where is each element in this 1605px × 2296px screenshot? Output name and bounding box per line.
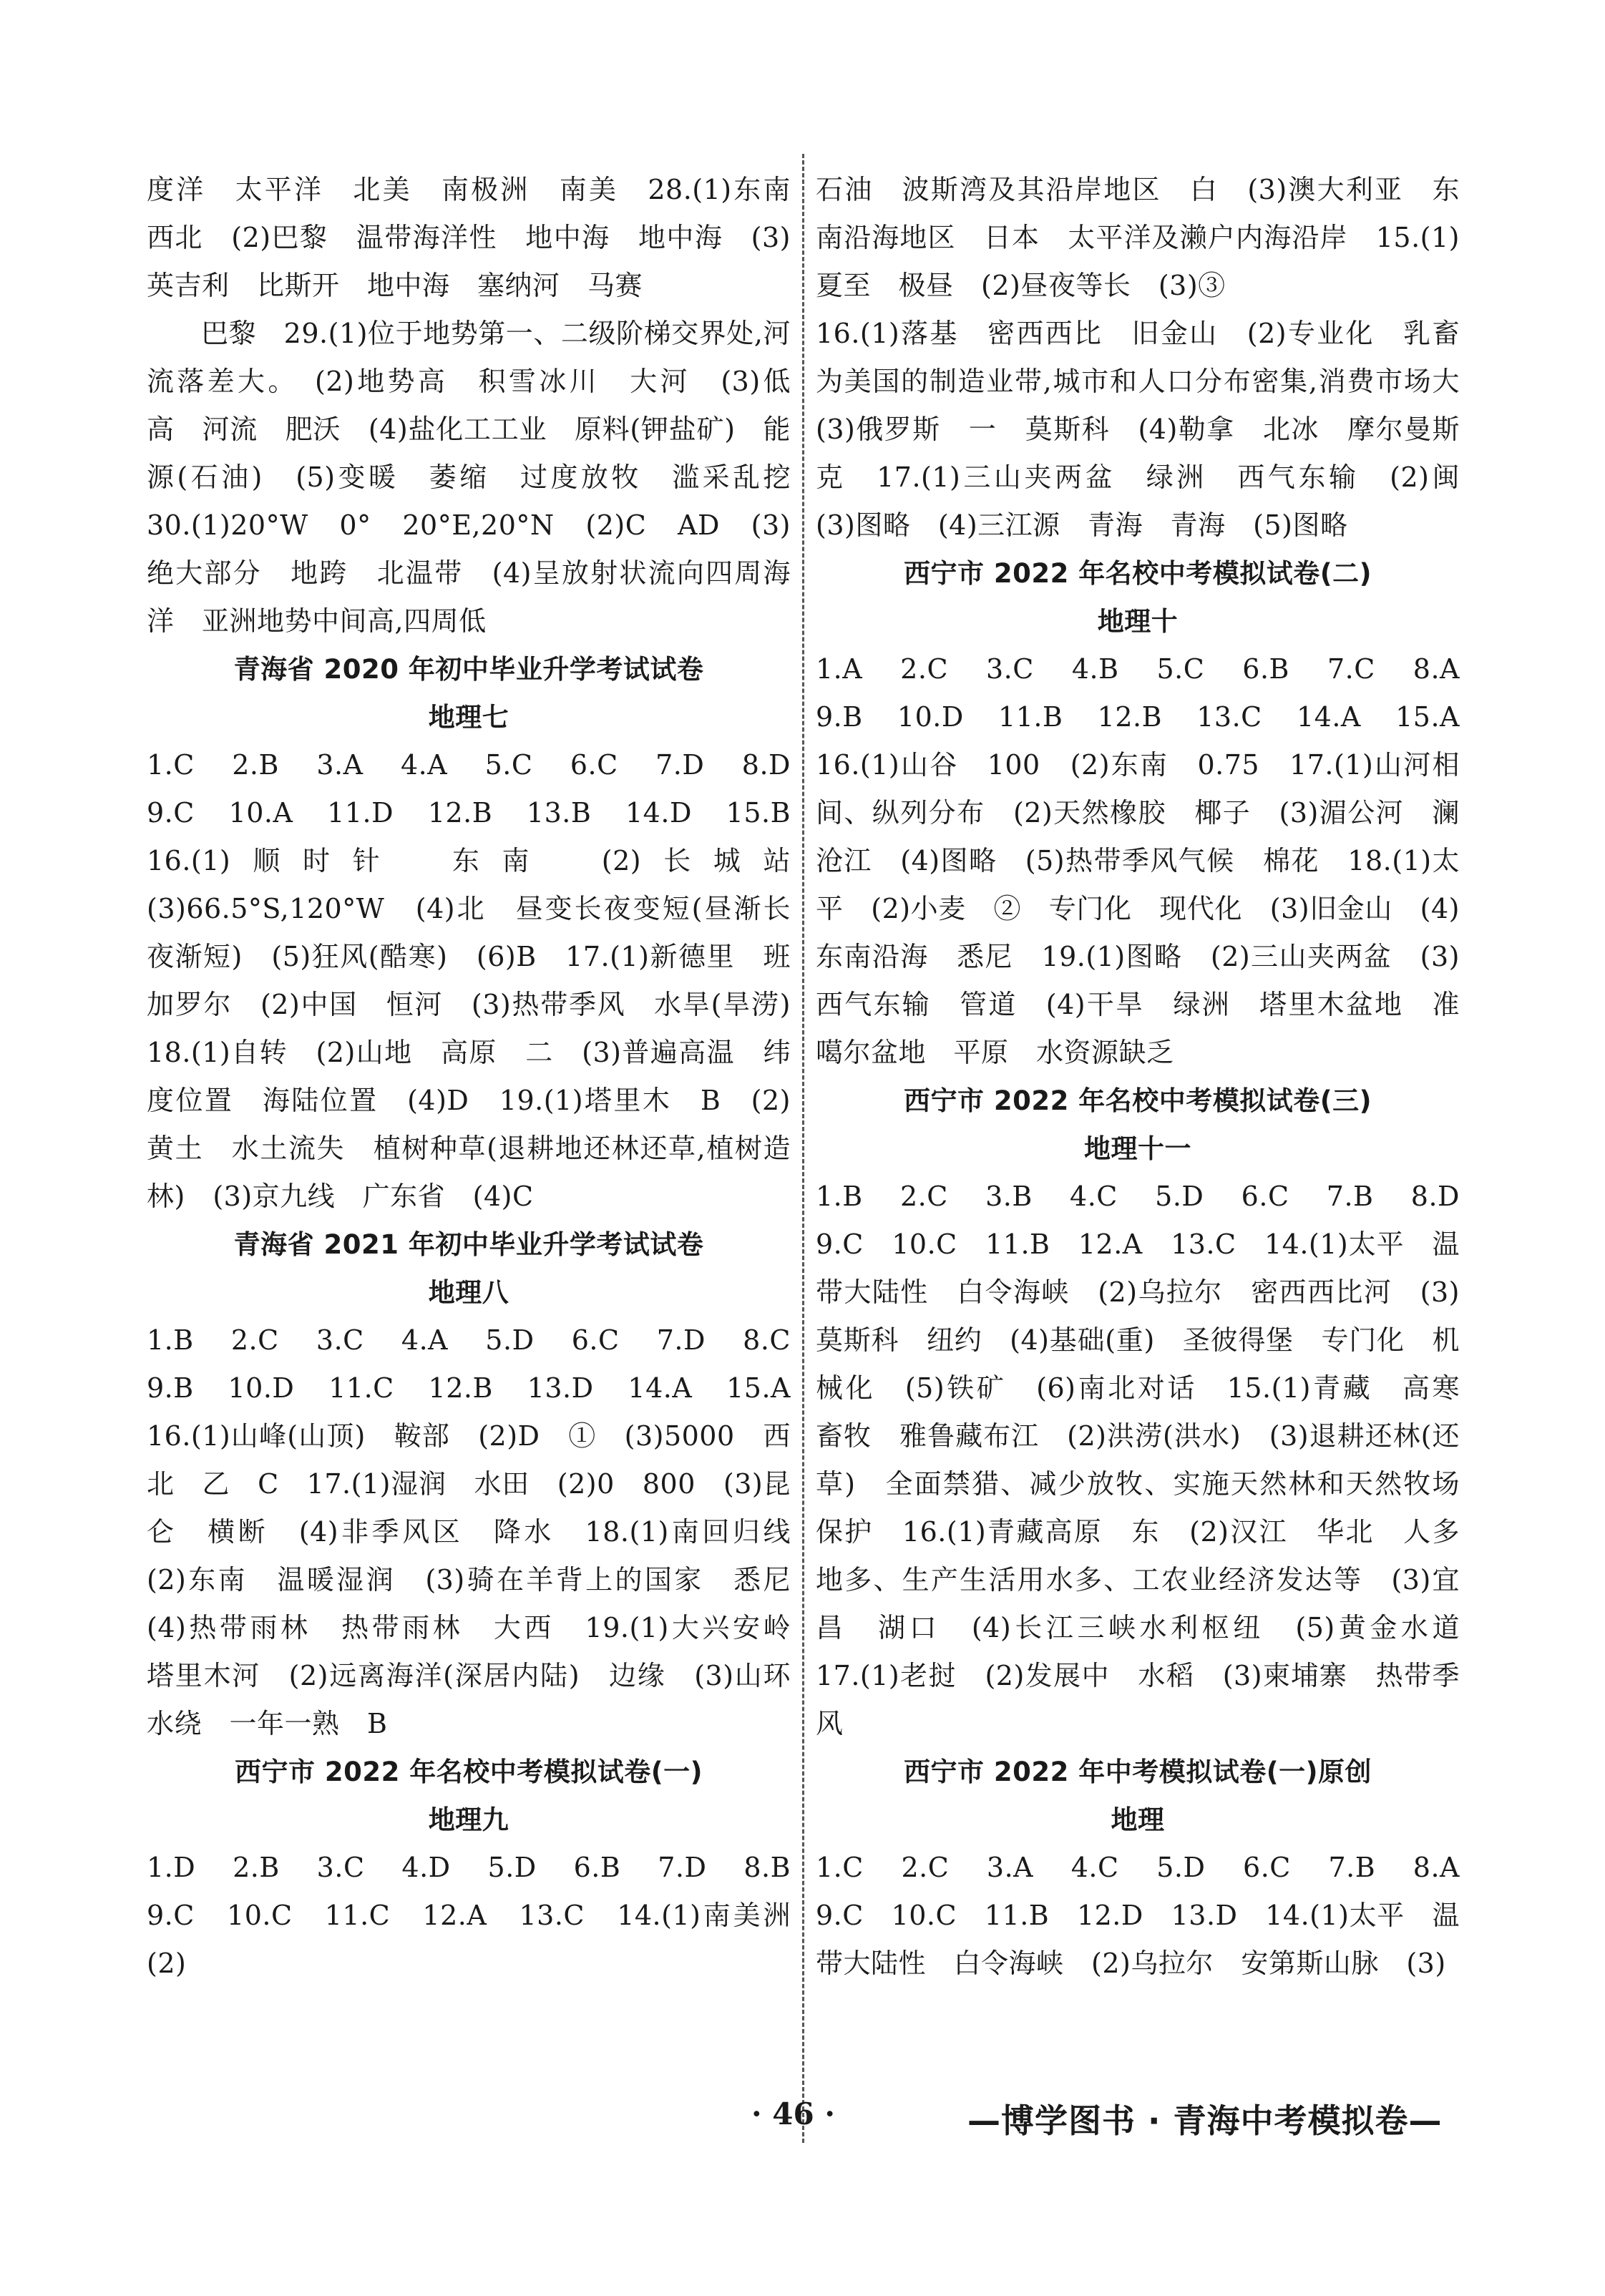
section-subtitle: 地理九 xyxy=(428,1804,509,1835)
section-subtitle: 地理八 xyxy=(428,1277,509,1308)
answer-block: 1.B 2.C 3.C 4.A 5.D 6.C 7.D 8.C 9.B 10.D 11.C 12.B 13.D 14.A 15.A 16.(1)山峰(山顶) 鞍部 (2)D ① (3)5000 西北 乙 C 17.(1)湿润 水田 (2)0 800 (3)昆仑 横断 (4)非季风区 降水 18.(1)南回归线 (2)东南 温暖湿润 (3)骑在羊背上的国家 悉尼 (4)热带雨林 热带雨林 大西 19.(1)大兴安岭 塔里木河 (2)远离海洋(深居内陆) 边缘 (3)山环水绕 一年一熟 B xyxy=(147,1324,819,1739)
answer-block: 1.B 2.C 3.B 4.C 5.D 6.C 7.B 8.D 9.C 10.C 11.B 12.A 13.C 14.(1)太平 温带大陆性 白令海峡 (2)乌拉尔 密西西比河 (3)莫斯科 纽约 (4)基础(重) 圣彼得堡 专门化 机械化 (5)铁矿 (6)南北对话 15.(1)青藏 高寒 畜牧 雅鲁藏布江 (2)洪涝(洪水) (3)退耕还林(还草) 全面禁猎、减少放牧、实施天然林和天然牧场保护 16.(1)青藏高原 东 (2)汉江 华北 人多地多、生产生活用水多、工农业经济发达等 (3)宜昌 湖口 (4)长江三峡水利枢纽 (5)黄金水道 17.(1)老挝 (2)发展中 水稻 (3)柬埔寨 热带季风 xyxy=(816,1181,1488,1739)
section-title: 西宁市 2022 年名校中考模拟试卷(一) xyxy=(234,1757,703,1787)
answer-block: 石油 波斯湾及其沿岸地区 白 (3)澳大利亚 东南沿海地区 日本 太平洋及濑户内海沿岸 15.(1)夏至 极昼 (2)昼夜等长 (3)③ xyxy=(816,174,1460,301)
answer-block: 1.A 2.C 3.C 4.B 5.C 6.B 7.C 8.A 9.B 10.D 11.B 12.B 13.C 14.A 15.A 16.(1)山谷 100 (2)东南 0.75 17.(1)山河相间、纵列分布 (2)天然橡胶 椰子 (3)湄公河 澜沧江 (4)图略 (5)热带季风气候 棉花 18.(1)太平 (2)小麦 ② 专门化 现代化 (3)旧金山 (4)东南沿海 悉尼 19.(1)图略 (2)三山夹两盆 (3)西气东输 管道 (4)干旱 绿洲 塔里木盆地 准噶尔盆地 平原 水资源缺乏 xyxy=(816,653,1488,1068)
section-title: 西宁市 2022 年中考模拟试卷(一)原创 xyxy=(903,1757,1372,1787)
footer-brand: —博学图书 · 青海中考模拟卷— xyxy=(967,2101,1443,2140)
section-title: 青海省 2020 年初中毕业升学考试试卷 xyxy=(233,654,704,685)
section-title: 西宁市 2022 年名校中考模拟试卷(二) xyxy=(903,558,1372,589)
section-subtitle: 地理七 xyxy=(428,702,509,733)
section-subtitle: 地理十 xyxy=(1097,606,1179,637)
answer-block: 1.C 2.B 3.A 4.A 5.C 6.C 7.D 8.D 9.C 10.A 11.D 12.B 13.B 14.D 15.B 16.(1)顺时针 东南 (2)长城站 (3)66.5°S,120°W (4)北 昼变长夜变短(昼渐长夜渐短) (5)狂风(酷寒) (6)B 17.(1)新德里 班加罗尔 (2)中国 恒河 (3)热带季风 水旱(旱涝) 18.(1)自转 (2)山地 高原 二 (3)普遍高温 纬度位置 海陆位置 (4)D 19.(1)塔里木 B (2)黄土 水土流失 植树种草(退耕地还林还草,植树造林) (3)京九线 广东省 (4)C xyxy=(147,749,819,1212)
section-subtitle: 地理 xyxy=(1111,1804,1165,1835)
answer-block: 1.C 2.C 3.A 4.C 5.D 6.C 7.B 8.A 9.C 10.C 11.B 12.D 13.D 14.(1)太平 温带大陆性 白令海峡 (2)乌拉尔 安第斯山脉 (3) xyxy=(816,1852,1488,1979)
section-title: 西宁市 2022 年名校中考模拟试卷(三) xyxy=(903,1085,1372,1116)
answer-block: 巴黎 29.(1)位于地势第一、二级阶梯交界处,河流落差大。 (2)地势高 积雪冰川 大河 (3)低 高 河流 肥沃 (4)盐化工工业 原料(钾盐矿) 能源(石油) (5)变暖 萎缩 过度放牧 滥采乱挖 30.(1)20°W 0° 20°E,20°N (2)C AD (3)绝大部分 地跨 北温带 (4)呈放射状流向四周海洋 亚洲地势中间高,四周低 xyxy=(147,318,819,637)
section-subtitle: 地理十一 xyxy=(1084,1133,1191,1164)
answer-block: 度洋 太平洋 北美 南极洲 南美 28.(1)东南 西北 (2)巴黎 温带海洋性 地中海 地中海 (3)英吉利 比斯开 地中海 塞纳河 马赛 xyxy=(147,174,819,301)
right-column xyxy=(816,166,1488,1988)
left-column xyxy=(147,166,819,1988)
page-number: · 46 · xyxy=(751,2096,835,2131)
section-title: 青海省 2021 年初中毕业升学考试试卷 xyxy=(233,1229,704,1260)
column-divider xyxy=(802,154,804,2143)
answer-block: 1.D 2.B 3.C 4.D 5.D 6.B 7.D 8.B 9.C 10.C 11.C 12.A 13.C 14.(1)南美洲 (2) xyxy=(147,1852,819,1979)
answer-block: 16.(1)落基 密西西比 旧金山 (2)专业化 乳畜 为美国的制造业带,城市和人口分布密集,消费市场大 (3)俄罗斯 一 莫斯科 (4)勒拿 北冰 摩尔曼斯克 17.(1)三山夹两盆 绿洲 西气东输 (2)闽 (3)图略 (4)三江源 青海 青海 (5)图略 xyxy=(816,318,1488,541)
